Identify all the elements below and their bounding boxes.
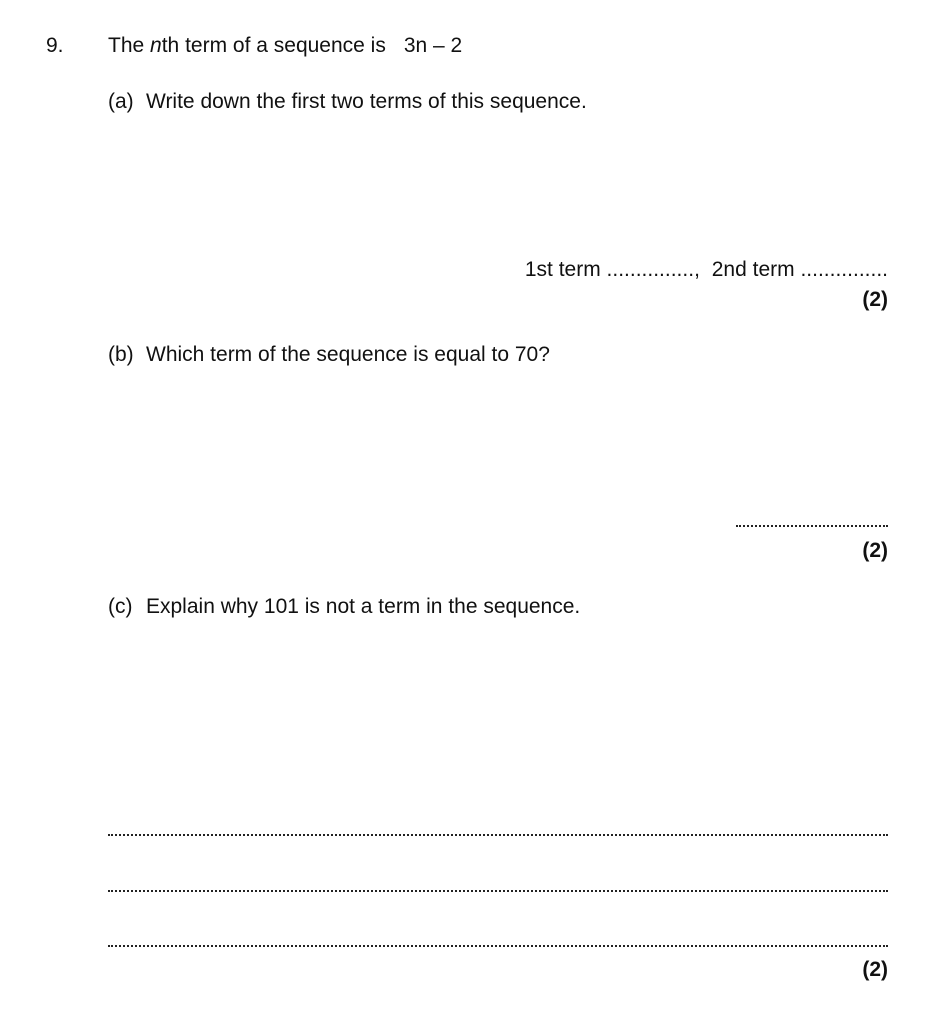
part-c-letter: (c) [108, 595, 133, 618]
part-b-prompt [108, 343, 550, 367]
first-term-label: 1st term [524, 258, 601, 281]
part-c-marks: (2) [862, 958, 888, 981]
question-stem [108, 34, 462, 58]
first-term-answer[interactable]: ..............., [606, 258, 700, 281]
part-a-text: Write down the first two terms of this sequence. [146, 90, 587, 113]
part-c-answer-line-1[interactable] [108, 834, 888, 836]
question-number: 9. [46, 34, 64, 57]
stem-n: n [150, 34, 162, 57]
part-a-marks: (2) [862, 288, 888, 311]
part-a-prompt [108, 90, 587, 114]
part-b-letter: (b) [108, 343, 134, 366]
part-a-answer-line [525, 258, 888, 282]
stem-prefix: The [108, 34, 151, 57]
second-term-label: 2nd term [711, 258, 795, 281]
part-b-marks: (2) [862, 539, 888, 562]
part-c-text: Explain why 101 is not a term in the sequence. [146, 595, 581, 618]
stem-suffix: th term of a sequence is [161, 34, 386, 57]
part-b-text: Which term of the sequence is equal to 70? [146, 343, 550, 366]
part-c-answer-line-2[interactable] [108, 890, 888, 892]
part-a-letter: (a) [108, 90, 134, 113]
part-c-prompt [108, 595, 580, 619]
part-b-answer-line[interactable] [736, 525, 888, 527]
stem-expression: 3n – 2 [403, 34, 463, 57]
second-term-answer[interactable]: ............... [800, 258, 888, 281]
part-c-answer-line-3[interactable] [108, 945, 888, 947]
